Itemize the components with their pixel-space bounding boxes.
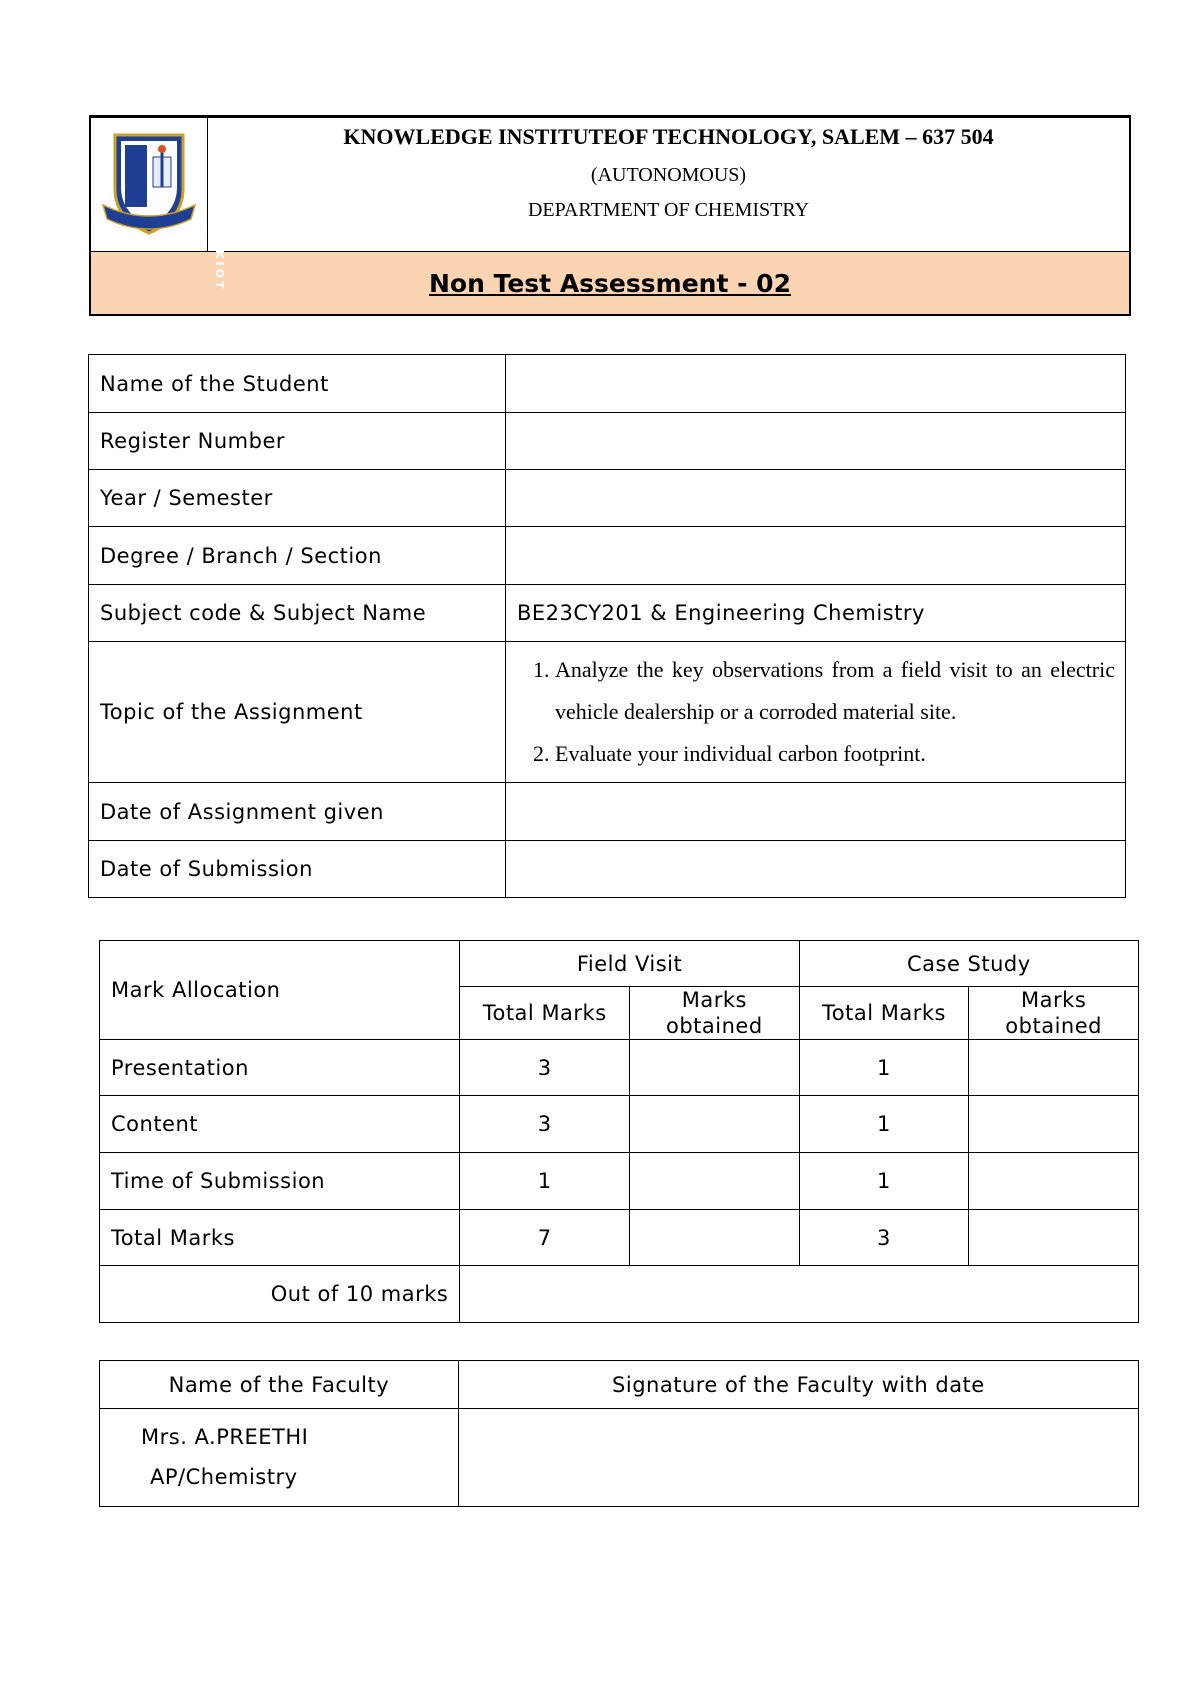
logo-text: KIOT xyxy=(213,249,226,291)
header-block xyxy=(89,115,1131,316)
cs-total-value: 3 xyxy=(799,1210,969,1266)
year-semester-label: Year / Semester xyxy=(89,470,506,527)
fv-obtained-field[interactable] xyxy=(630,1096,800,1153)
table-row xyxy=(100,1210,1139,1266)
degree-branch-field[interactable] xyxy=(506,527,1126,585)
subject-label: Subject code & Subject Name xyxy=(89,585,506,642)
date-given-field[interactable] xyxy=(506,783,1126,841)
cs-total-value: 1 xyxy=(799,1096,969,1153)
faculty-info-cell xyxy=(100,1409,459,1507)
cs-total-value: 1 xyxy=(799,1040,969,1096)
field-visit-header: Field Visit xyxy=(460,941,799,987)
institution-cell xyxy=(208,117,1131,252)
mark-allocation-label: Mark Allocation xyxy=(100,941,460,1040)
register-number-label: Register Number xyxy=(89,413,506,470)
out-of-label: Out of 10 marks xyxy=(100,1266,460,1323)
row-label: Content xyxy=(100,1096,460,1153)
year-semester-field[interactable] xyxy=(506,470,1126,527)
final-score-field[interactable] xyxy=(460,1266,1139,1323)
faculty-table xyxy=(99,1360,1139,1507)
institute-logo-icon xyxy=(97,127,201,239)
faculty-signature-field[interactable] xyxy=(458,1409,1138,1507)
institution-name: KNOWLEDGE INSTITUTEOF TECHNOLOGY, SALEM – 637 504 xyxy=(343,124,994,149)
department-name: DEPARTMENT OF CHEMISTRY xyxy=(527,199,810,221)
fv-obtained-field[interactable] xyxy=(630,1210,800,1266)
topic-label: Topic of the Assignment xyxy=(89,642,506,783)
assessment-title: Non Test Assessment - 02 xyxy=(429,268,791,298)
case-study-header: Case Study xyxy=(799,941,1138,987)
cs-obtained-field[interactable] xyxy=(969,1153,1139,1210)
fv-total-value: 3 xyxy=(460,1096,630,1153)
date-submission-label: Date of Submission xyxy=(89,841,506,898)
topic-item: 2. Evaluate your individual carbon footprint. xyxy=(555,733,1115,775)
date-given-label: Date of Assignment given xyxy=(89,783,506,841)
fv-obtained-field[interactable] xyxy=(630,1040,800,1096)
student-name-label: Name of the Student xyxy=(89,355,506,413)
cs-total-marks-header: Total Marks xyxy=(799,987,969,1040)
table-row xyxy=(100,1096,1139,1153)
row-label: Total Marks xyxy=(100,1210,460,1266)
row-label: Time of Submission xyxy=(100,1153,460,1210)
cs-marks-obtained-header: Marks obtained xyxy=(969,987,1139,1040)
student-info-table xyxy=(88,354,1126,898)
autonomous-label: (AUTONOMOUS) xyxy=(590,164,747,186)
cs-obtained-field[interactable] xyxy=(969,1040,1139,1096)
cs-obtained-field[interactable] xyxy=(969,1096,1139,1153)
student-name-field[interactable] xyxy=(506,355,1126,413)
fv-total-value: 3 xyxy=(460,1040,630,1096)
cs-total-value: 1 xyxy=(799,1153,969,1210)
assessment-title-cell xyxy=(90,249,1130,316)
cs-obtained-field[interactable] xyxy=(969,1210,1139,1266)
date-submission-field[interactable] xyxy=(506,841,1126,898)
degree-branch-label: Degree / Branch / Section xyxy=(89,527,506,585)
mark-allocation-table xyxy=(99,940,1139,1323)
table-row xyxy=(100,1153,1139,1210)
row-label: Presentation xyxy=(100,1040,460,1096)
faculty-name-header: Name of the Faculty xyxy=(100,1361,459,1409)
fv-total-value: 7 xyxy=(460,1210,630,1266)
topic-item: 1. Analyze the key observations from a field visit to an electric vehicle dealership or a corroded material site. xyxy=(555,649,1115,733)
subject-value: BE23CY201 & Engineering Chemistry xyxy=(506,585,1126,642)
fv-marks-obtained-header: Marks obtained xyxy=(630,987,800,1040)
faculty-designation: AP/Chemistry xyxy=(150,1465,298,1489)
fv-obtained-field[interactable] xyxy=(630,1153,800,1210)
topic-list xyxy=(506,649,1125,775)
register-number-field[interactable] xyxy=(506,413,1126,470)
faculty-signature-header: Signature of the Faculty with date xyxy=(458,1361,1138,1409)
table-row xyxy=(100,1040,1139,1096)
fv-total-marks-header: Total Marks xyxy=(460,987,630,1040)
fv-total-value: 1 xyxy=(460,1153,630,1210)
faculty-name: Mrs. A.PREETHI xyxy=(141,1425,309,1449)
logo-cell xyxy=(90,117,226,291)
topic-list-cell xyxy=(506,642,1126,783)
